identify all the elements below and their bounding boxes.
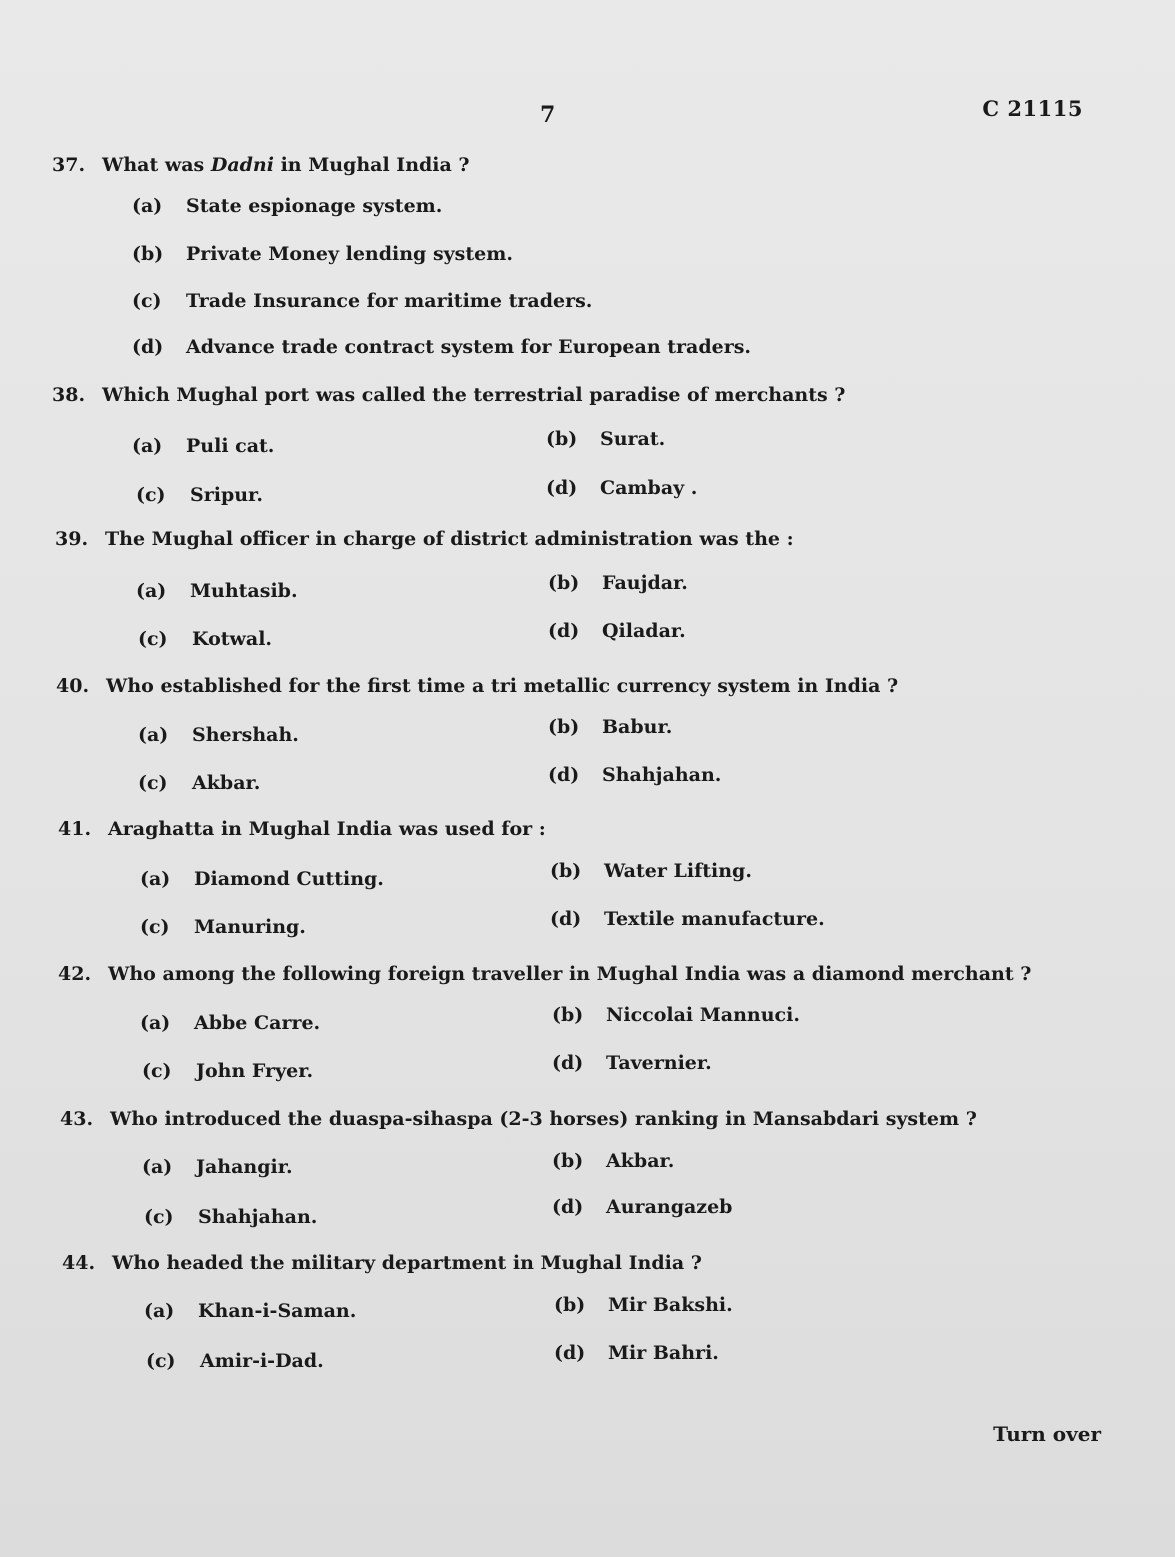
question-number: 39. — [55, 528, 89, 550]
option-text: Mir Bakshi. — [608, 1294, 733, 1316]
option-label: (d) — [548, 620, 580, 642]
option-text: Shershah. — [192, 724, 299, 746]
question-text: Who established for the first time a tri metallic currency system in India ? — [106, 675, 899, 697]
option-label: (d) — [546, 477, 578, 499]
option-text: Kotwal. — [192, 628, 273, 650]
option-text: Advance trade contract system for European traders. — [186, 336, 752, 358]
question-37 — [52, 154, 470, 176]
option-label: (c) — [136, 484, 166, 506]
option-38b — [546, 428, 665, 450]
option-41d — [550, 908, 825, 930]
question-number: 44. — [62, 1252, 96, 1274]
option-label: (c) — [138, 772, 168, 794]
option-label: (c) — [146, 1350, 176, 1372]
option-42c — [142, 1060, 313, 1082]
question-text: in Mughal India ? — [273, 154, 470, 176]
option-text: Muhtasib. — [190, 580, 298, 602]
option-label: (b) — [132, 243, 164, 265]
question-text: Who headed the military department in Mughal India ? — [112, 1252, 702, 1274]
question-41 — [58, 818, 546, 840]
option-text: Qiladar. — [602, 620, 686, 642]
option-label: (c) — [132, 290, 162, 312]
option-label: (b) — [552, 1150, 584, 1172]
option-label: (c) — [144, 1206, 174, 1228]
option-text: Niccolai Mannuci. — [606, 1004, 800, 1026]
option-37c — [132, 290, 592, 312]
option-label: (d) — [554, 1342, 586, 1364]
option-label: (d) — [548, 764, 580, 786]
option-text: Sripur. — [190, 484, 263, 506]
option-44a — [144, 1300, 356, 1322]
option-text: Diamond Cutting. — [194, 868, 384, 890]
question-number: 42. — [58, 963, 92, 985]
option-text: Khan-i-Saman. — [198, 1300, 357, 1322]
option-label: (a) — [142, 1156, 173, 1178]
option-label: (b) — [550, 860, 582, 882]
option-40c — [138, 772, 260, 794]
option-text: Akbar. — [192, 772, 261, 794]
option-43a — [142, 1156, 293, 1178]
question-44 — [62, 1252, 702, 1274]
option-text: Trade Insurance for maritime traders. — [186, 290, 593, 312]
option-40d — [548, 764, 721, 786]
question-39 — [55, 528, 794, 550]
question-text: The Mughal officer in charge of district administration was the : — [105, 528, 794, 550]
option-label: (d) — [552, 1196, 584, 1218]
option-text: Surat. — [600, 428, 666, 450]
option-text: Faujdar. — [602, 572, 688, 594]
option-text: Babur. — [602, 716, 673, 738]
option-text: Private Money lending system. — [186, 243, 513, 265]
option-label: (d) — [132, 336, 164, 358]
option-44c — [146, 1350, 324, 1372]
option-label: (b) — [548, 716, 580, 738]
option-44b — [554, 1294, 733, 1316]
option-label: (c) — [142, 1060, 172, 1082]
option-37b — [132, 243, 513, 265]
option-39c — [138, 628, 272, 650]
question-40 — [56, 675, 898, 697]
option-39b — [548, 572, 688, 594]
option-text: Shahjahan. — [198, 1206, 318, 1228]
option-text: Akbar. — [606, 1150, 675, 1172]
question-text: What was — [102, 154, 211, 176]
option-text: Water Lifting. — [604, 860, 752, 882]
option-43b — [552, 1150, 674, 1172]
option-label: (b) — [552, 1004, 584, 1026]
question-43 — [60, 1108, 977, 1130]
question-number: 37. — [52, 154, 86, 176]
option-38c — [136, 484, 263, 506]
option-43d — [552, 1196, 732, 1218]
option-40a — [138, 724, 299, 746]
option-43c — [144, 1206, 317, 1228]
option-label: (a) — [138, 724, 169, 746]
question-text: Who among the following foreign traveller in Mughal India was a diamond merchant ? — [108, 963, 1032, 985]
option-label: (a) — [140, 1012, 171, 1034]
option-39d — [548, 620, 686, 642]
option-42a — [140, 1012, 320, 1034]
option-text: Amir-i-Dad. — [200, 1350, 324, 1372]
question-38 — [52, 384, 845, 406]
paper-code: C 21115 — [982, 96, 1083, 121]
option-37d — [132, 336, 751, 358]
option-text: Textile manufacture. — [604, 908, 825, 930]
option-label: (b) — [554, 1294, 586, 1316]
option-text: Aurangazeb — [606, 1196, 733, 1218]
option-label: (b) — [548, 572, 580, 594]
option-text: State espionage system. — [186, 195, 443, 217]
option-text: Tavernier. — [606, 1052, 712, 1074]
option-37a — [132, 195, 442, 217]
option-label: (a) — [136, 580, 167, 602]
question-number: 40. — [56, 675, 90, 697]
question-text: Who introduced the duaspa-sihaspa (2-3 horses) ranking in Mansabdari system ? — [110, 1108, 977, 1130]
option-text: Manuring. — [194, 916, 306, 938]
option-text: Cambay . — [600, 477, 698, 499]
option-label: (a) — [132, 435, 163, 457]
option-44d — [554, 1342, 719, 1364]
question-text: Araghatta in Mughal India was used for : — [108, 818, 546, 840]
option-label: (a) — [144, 1300, 175, 1322]
question-text: Which Mughal port was called the terrestrial paradise of merchants ? — [102, 384, 846, 406]
option-label: (d) — [552, 1052, 584, 1074]
option-label: (c) — [138, 628, 168, 650]
option-label: (b) — [546, 428, 578, 450]
option-text: Mir Bahri. — [608, 1342, 719, 1364]
option-41c — [140, 916, 306, 938]
option-41b — [550, 860, 752, 882]
option-text: Puli cat. — [186, 435, 275, 457]
option-39a — [136, 580, 298, 602]
option-text: Abbe Carre. — [194, 1012, 321, 1034]
option-text: Shahjahan. — [602, 764, 722, 786]
option-text: John Fryer. — [196, 1060, 314, 1082]
option-label: (d) — [550, 908, 582, 930]
turn-over-note: Turn over — [993, 1422, 1101, 1446]
option-label: (a) — [132, 195, 163, 217]
question-number: 38. — [52, 384, 86, 406]
option-text: Jahangir. — [196, 1156, 293, 1178]
option-label: (a) — [140, 868, 171, 890]
option-38a — [132, 435, 274, 457]
option-42d — [552, 1052, 712, 1074]
option-40b — [548, 716, 672, 738]
option-41a — [140, 868, 384, 890]
question-number: 41. — [58, 818, 92, 840]
option-38d — [546, 477, 697, 499]
question-42 — [58, 963, 1031, 985]
option-42b — [552, 1004, 800, 1026]
option-label: (c) — [140, 916, 170, 938]
question-text-italic: Dadni — [210, 154, 274, 176]
question-number: 43. — [60, 1108, 94, 1130]
page-number: 7 — [540, 102, 556, 128]
